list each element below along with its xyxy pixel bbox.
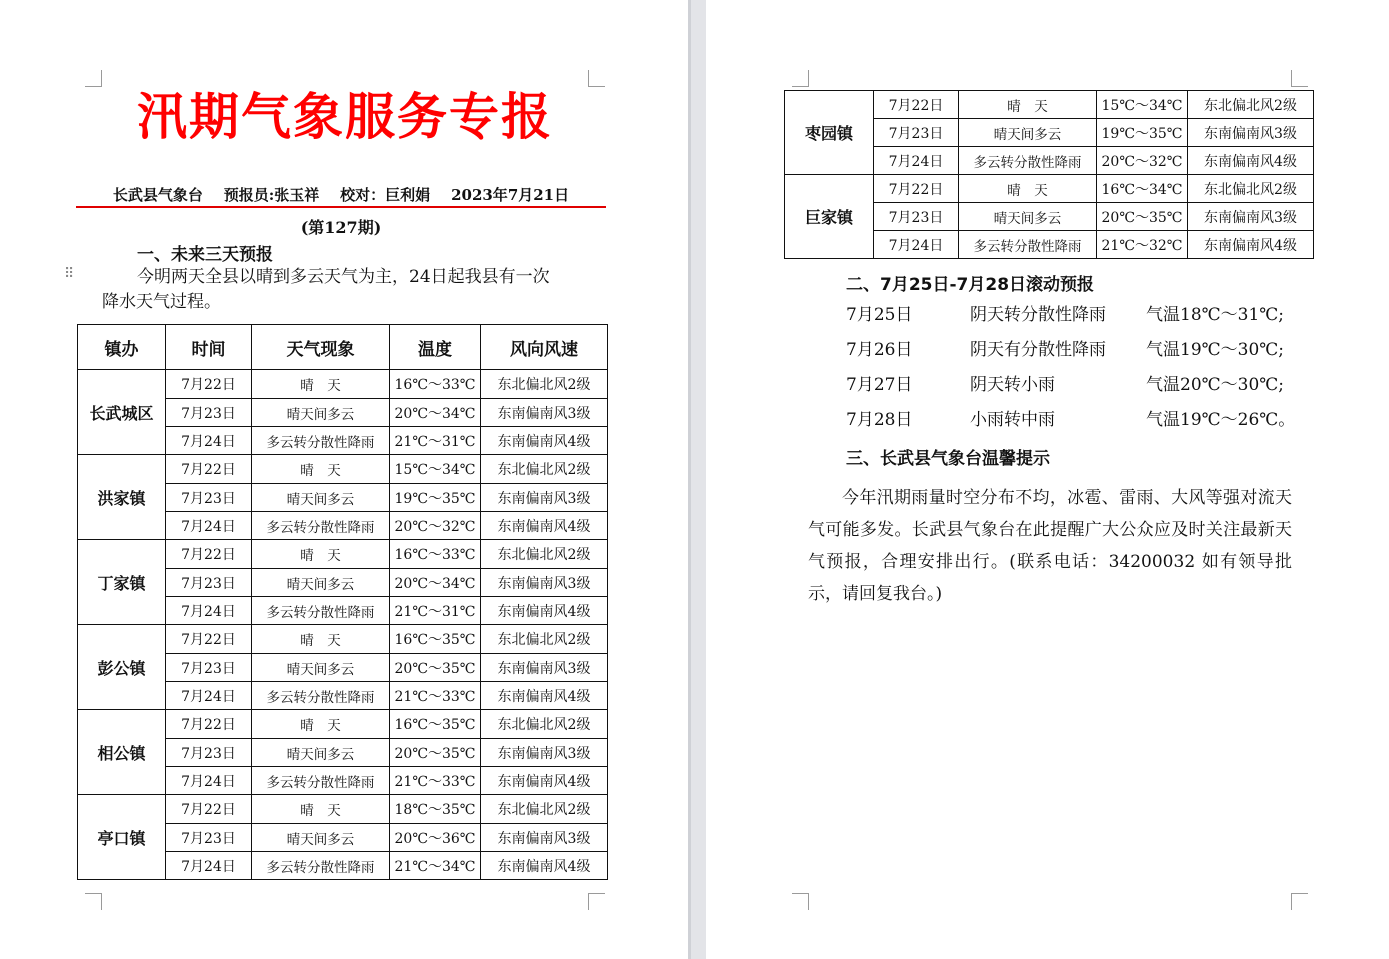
date-cell: 7月24日 xyxy=(166,682,252,710)
weather-cell: 晴天间多云 xyxy=(959,203,1097,231)
header-town: 镇办 xyxy=(78,325,166,370)
town-name-cell: 枣园镇 xyxy=(785,91,874,175)
issue-number: (第127期) xyxy=(300,218,382,237)
forecast-table-left xyxy=(77,324,608,880)
table-row xyxy=(78,710,608,739)
date-cell: 7月24日 xyxy=(874,147,959,175)
wind-cell: 东北偏北风2级 xyxy=(481,540,608,569)
temperature-cell: 21℃～31℃ xyxy=(390,597,481,625)
wind-cell: 东南偏南风4级 xyxy=(1188,147,1314,175)
report-title: 汛期气象服务专报 xyxy=(137,88,553,146)
date-cell: 7月23日 xyxy=(166,569,252,597)
date-cell: 7月24日 xyxy=(166,427,252,455)
weather-cell: 多云转分散性降雨 xyxy=(252,597,390,625)
weather-cell: 晴天间多云 xyxy=(252,399,390,427)
town-name-cell: 洪家镇 xyxy=(78,455,166,540)
wind-cell: 东南偏南风4级 xyxy=(1188,231,1314,259)
crop-mark xyxy=(792,70,809,87)
wind-cell: 东南偏南风3级 xyxy=(1188,119,1314,147)
wind-cell: 东南偏南风4级 xyxy=(481,597,608,625)
drag-handle-icon[interactable]: ⠿ xyxy=(64,266,75,282)
temperature-cell: 16℃～33℃ xyxy=(390,370,481,399)
town-name-cell: 彭公镇 xyxy=(78,625,166,710)
weather-cell: 晴天间多云 xyxy=(252,824,390,852)
rolling-forecast-row xyxy=(846,406,1296,434)
weather-cell: 多云转分散性降雨 xyxy=(252,682,390,710)
crop-mark xyxy=(1291,70,1308,87)
wind-cell: 东北偏北风2级 xyxy=(1188,91,1314,119)
section1-heading: 一、未来三天预报 xyxy=(137,245,273,265)
wind-cell: 东南偏南风3级 xyxy=(1188,203,1314,231)
date-cell: 7月23日 xyxy=(166,399,252,427)
wind-cell: 东北偏北风2级 xyxy=(481,795,608,824)
town-name-cell: 长武城区 xyxy=(78,370,166,455)
temperature-cell: 16℃～33℃ xyxy=(390,540,481,569)
weather-cell: 多云转分散性降雨 xyxy=(252,512,390,540)
weather-cell: 晴 天 xyxy=(252,540,390,569)
red-rule xyxy=(76,206,606,208)
wind-cell: 东南偏南风3级 xyxy=(481,484,608,512)
page-gutter-edge xyxy=(688,0,691,959)
date-cell: 7月24日 xyxy=(166,512,252,540)
weather-cell: 晴 天 xyxy=(959,91,1097,119)
weather-cell: 多云转分散性降雨 xyxy=(959,231,1097,259)
temperature-cell: 20℃～35℃ xyxy=(390,739,481,767)
date-cell: 7月24日 xyxy=(166,767,252,795)
date-cell: 7月23日 xyxy=(166,824,252,852)
date-cell: 7月24日 xyxy=(166,852,252,880)
date-cell: 7月22日 xyxy=(166,455,252,484)
rolling-temperature: 气温20℃～30℃; xyxy=(1146,375,1285,395)
table-row xyxy=(78,625,608,654)
crop-mark xyxy=(1291,893,1308,910)
temperature-cell: 15℃～34℃ xyxy=(1097,91,1188,119)
weather-cell: 晴 天 xyxy=(252,710,390,739)
town-name-cell: 巨家镇 xyxy=(785,175,874,259)
weather-cell: 晴 天 xyxy=(252,795,390,824)
date-cell: 7月22日 xyxy=(874,91,959,119)
weather-cell: 多云转分散性降雨 xyxy=(252,852,390,880)
temperature-cell: 20℃～34℃ xyxy=(390,399,481,427)
wind-cell: 东南偏南风4级 xyxy=(481,512,608,540)
wind-cell: 东南偏南风3级 xyxy=(481,654,608,682)
temperature-cell: 19℃～35℃ xyxy=(390,484,481,512)
rolling-weather: 阴天有分散性降雨 xyxy=(970,340,1106,360)
weather-cell: 晴 天 xyxy=(252,455,390,484)
rolling-date: 7月25日 xyxy=(846,305,913,325)
header-weather: 天气现象 xyxy=(252,325,390,370)
rolling-temperature: 气温19℃～26℃。 xyxy=(1146,410,1296,430)
date-cell: 7月24日 xyxy=(166,597,252,625)
wind-cell: 东北偏北风2级 xyxy=(481,625,608,654)
temperature-cell: 20℃～32℃ xyxy=(390,512,481,540)
date-cell: 7月22日 xyxy=(166,710,252,739)
temperature-cell: 21℃～33℃ xyxy=(390,682,481,710)
crop-mark xyxy=(85,893,102,910)
temperature-cell: 15℃～34℃ xyxy=(390,455,481,484)
weather-cell: 晴天间多云 xyxy=(959,119,1097,147)
rolling-date: 7月27日 xyxy=(846,375,913,395)
rolling-date: 7月26日 xyxy=(846,340,913,360)
table-row xyxy=(78,795,608,824)
temperature-cell: 21℃～34℃ xyxy=(390,852,481,880)
temperature-cell: 16℃～34℃ xyxy=(1097,175,1188,203)
crop-mark xyxy=(588,893,605,910)
wind-cell: 东北偏北风2级 xyxy=(481,710,608,739)
weather-cell: 多云转分散性降雨 xyxy=(252,427,390,455)
wind-cell: 东南偏南风4级 xyxy=(481,852,608,880)
section1-summary-line2: 降水天气过程。 xyxy=(102,292,221,312)
header-time: 时间 xyxy=(166,325,252,370)
town-name-cell: 丁家镇 xyxy=(78,540,166,625)
rolling-forecast-row xyxy=(846,336,1296,364)
rolling-temperature: 气温18℃～31℃; xyxy=(1146,305,1285,325)
weather-cell: 晴天间多云 xyxy=(252,654,390,682)
notice-body: 今年汛期雨量时空分布不均，冰雹、雷雨、大风等强对流天气可能多发。长武县气象台在此提醒广大公众应及时关注最新天气预报，合理安排出行。(联系电话：34200032 如有领导批示，请回复我台。) xyxy=(808,488,1292,604)
table-header-row xyxy=(78,325,608,370)
table-row xyxy=(785,175,1314,203)
date-cell: 7月22日 xyxy=(166,370,252,399)
forecast-table-right xyxy=(784,90,1314,259)
section1-summary-line1: 今明两天全县以晴到多云天气为主，24日起我县有一次 xyxy=(137,267,550,287)
weather-cell: 多云转分散性降雨 xyxy=(959,147,1097,175)
weather-cell: 多云转分散性降雨 xyxy=(252,767,390,795)
temperature-cell: 20℃～35℃ xyxy=(1097,203,1188,231)
wind-cell: 东北偏北风2级 xyxy=(1188,175,1314,203)
weather-cell: 晴天间多云 xyxy=(252,739,390,767)
wind-cell: 东北偏北风2级 xyxy=(481,455,608,484)
wind-cell: 东南偏南风4级 xyxy=(481,427,608,455)
table-row xyxy=(78,540,608,569)
header-temperature: 温度 xyxy=(390,325,481,370)
temperature-cell: 20℃～35℃ xyxy=(390,654,481,682)
rolling-forecast-row xyxy=(846,371,1296,399)
wind-cell: 东南偏南风4级 xyxy=(481,767,608,795)
crop-mark xyxy=(792,893,809,910)
date-cell: 7月23日 xyxy=(874,119,959,147)
temperature-cell: 19℃～35℃ xyxy=(1097,119,1188,147)
temperature-cell: 20℃～34℃ xyxy=(390,569,481,597)
temperature-cell: 16℃～35℃ xyxy=(390,710,481,739)
rolling-forecast-row xyxy=(846,301,1296,329)
rolling-weather: 阴天转分散性降雨 xyxy=(970,305,1106,325)
temperature-cell: 20℃～36℃ xyxy=(390,824,481,852)
table-row xyxy=(78,455,608,484)
rolling-weather: 阴天转小雨 xyxy=(970,375,1055,395)
temperature-cell: 21℃～33℃ xyxy=(390,767,481,795)
date-cell: 7月22日 xyxy=(166,795,252,824)
wind-cell: 东南偏南风3级 xyxy=(481,739,608,767)
date-cell: 7月23日 xyxy=(166,484,252,512)
weather-cell: 晴 天 xyxy=(252,625,390,654)
report-byline: 长武县气象台 预报员:张玉祥 校对：巨利娟 2023年7月21日 xyxy=(112,186,570,204)
weather-cell: 晴 天 xyxy=(959,175,1097,203)
date-cell: 7月22日 xyxy=(166,625,252,654)
date-cell: 7月22日 xyxy=(874,175,959,203)
date-cell: 7月22日 xyxy=(166,540,252,569)
wind-cell: 东南偏南风3级 xyxy=(481,399,608,427)
table-row xyxy=(78,370,608,399)
rolling-weather: 小雨转中雨 xyxy=(970,410,1055,430)
section2-heading: 二、7月25日-7月28日滚动预报 xyxy=(846,275,1095,295)
wind-cell: 东南偏南风3级 xyxy=(481,824,608,852)
wind-cell: 东北偏北风2级 xyxy=(481,370,608,399)
rolling-date: 7月28日 xyxy=(846,410,913,430)
wind-cell: 东南偏南风4级 xyxy=(481,682,608,710)
date-cell: 7月23日 xyxy=(166,654,252,682)
weather-cell: 晴 天 xyxy=(252,370,390,399)
temperature-cell: 18℃～35℃ xyxy=(390,795,481,824)
date-cell: 7月24日 xyxy=(874,231,959,259)
header-wind: 风向风速 xyxy=(481,325,608,370)
table-row xyxy=(785,91,1314,119)
weather-cell: 晴天间多云 xyxy=(252,569,390,597)
rolling-temperature: 气温19℃～30℃; xyxy=(1146,340,1285,360)
temperature-cell: 21℃～31℃ xyxy=(390,427,481,455)
date-cell: 7月23日 xyxy=(874,203,959,231)
temperature-cell: 21℃～32℃ xyxy=(1097,231,1188,259)
wind-cell: 东南偏南风3级 xyxy=(481,569,608,597)
section3-heading: 三、长武县气象台温馨提示 xyxy=(846,449,1050,469)
temperature-cell: 16℃～35℃ xyxy=(390,625,481,654)
date-cell: 7月23日 xyxy=(166,739,252,767)
temperature-cell: 20℃～32℃ xyxy=(1097,147,1188,175)
town-name-cell: 亭口镇 xyxy=(78,795,166,880)
weather-cell: 晴天间多云 xyxy=(252,484,390,512)
town-name-cell: 相公镇 xyxy=(78,710,166,795)
